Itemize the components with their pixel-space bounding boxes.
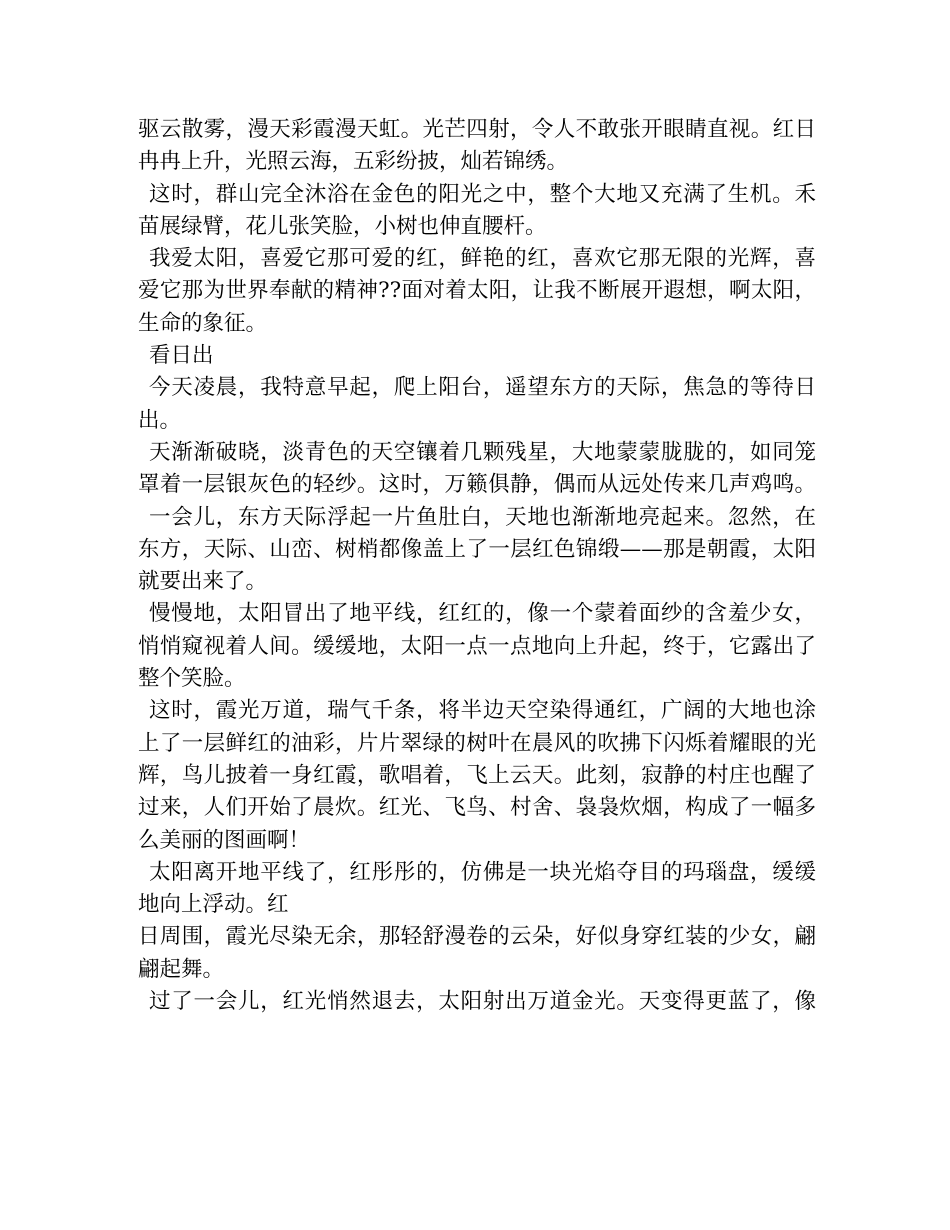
text-line: 过了一会儿，红光悄然退去，太阳射出万道金光。天变得更蓝了，像 (149, 989, 816, 1015)
text-line: 东方，天际、山峦、树梢都像盖上了一层红色锦缎——那是朝霞，太阳 (138, 536, 816, 562)
text-line: 出。 (138, 407, 182, 433)
text-line: 地向上浮动。红 (138, 892, 289, 918)
section-heading: 看日出 (149, 343, 214, 369)
text-line: 天渐渐破晓，淡青色的天空镶着几颗残星，大地蒙蒙胧胧的，如同笼 (149, 439, 816, 465)
text-line: 上了一层鲜红的油彩，片片翠绿的树叶在晨风的吹拂下闪烁着耀眼的光 (138, 730, 816, 756)
text-line: 罩着一层银灰色的轻纱。这时，万籁俱静，偶而从远处传来几声鸡鸣。 (138, 472, 816, 498)
text-line: 日周围，霞光尽染无余，那轻舒漫卷的云朵，好似身穿红装的少女，翩 (138, 924, 816, 950)
text-line: 生命的象征。 (138, 310, 268, 336)
text-line: 今天凌晨，我特意早起，爬上阳台，遥望东方的天际，焦急的等待日 (149, 375, 816, 401)
text-line: 慢慢地，太阳冒出了地平线，红红的，像一个蒙着面纱的含羞少女， (149, 601, 816, 627)
text-line: 这时，霞光万道，瑞气千条，将半边天空染得通红，广阔的大地也涂 (149, 698, 816, 724)
text-line: 辉，鸟儿披着一身红霞，歌唱着，飞上云天。此刻，寂静的村庄也醒了 (138, 762, 816, 788)
text-line: 悄悄窥视着人间。缓缓地，太阳一点一点地向上升起，终于，它露出了 (138, 633, 816, 659)
text-line: 就要出来了。 (138, 569, 268, 595)
text-line: 翩起舞。 (138, 956, 225, 982)
text-line: 冉冉上升，光照云海，五彩纷披，灿若锦绣。 (138, 149, 569, 175)
text-line: 我爱太阳，喜爱它那可爱的红，鲜艳的红，喜欢它那无限的光辉，喜 (149, 246, 816, 272)
text-line: 过来，人们开始了晨炊。红光、飞鸟、村舍、袅袅炊烟，构成了一幅多 (138, 795, 816, 821)
text-line: 整个笑脸。 (138, 666, 246, 692)
text-line: 这时，群山完全沐浴在金色的阳光之中，整个大地又充满了生机。禾 (149, 181, 816, 207)
text-line: 爱它那为世界奉献的精神??面对着太阳，让我不断展开遐想，啊太阳， (138, 278, 816, 304)
text-line: 么美丽的图画啊！ (138, 827, 311, 853)
text-line: 苗展绿臂，花儿张笑脸，小树也伸直腰杆。 (138, 213, 547, 239)
document-body (138, 114, 816, 1018)
text-line: 驱云散雾，漫天彩霞漫天虹。光芒四射，令人不敢张开眼睛直视。红日 (138, 117, 816, 142)
text-line: 太阳离开地平线了，红彤彤的，仿佛是一块光焰夺目的玛瑙盘，缓缓 (149, 859, 816, 885)
text-line: 一会儿，东方天际浮起一片鱼肚白，天地也渐渐地亮起来。忽然，在 (149, 504, 816, 530)
